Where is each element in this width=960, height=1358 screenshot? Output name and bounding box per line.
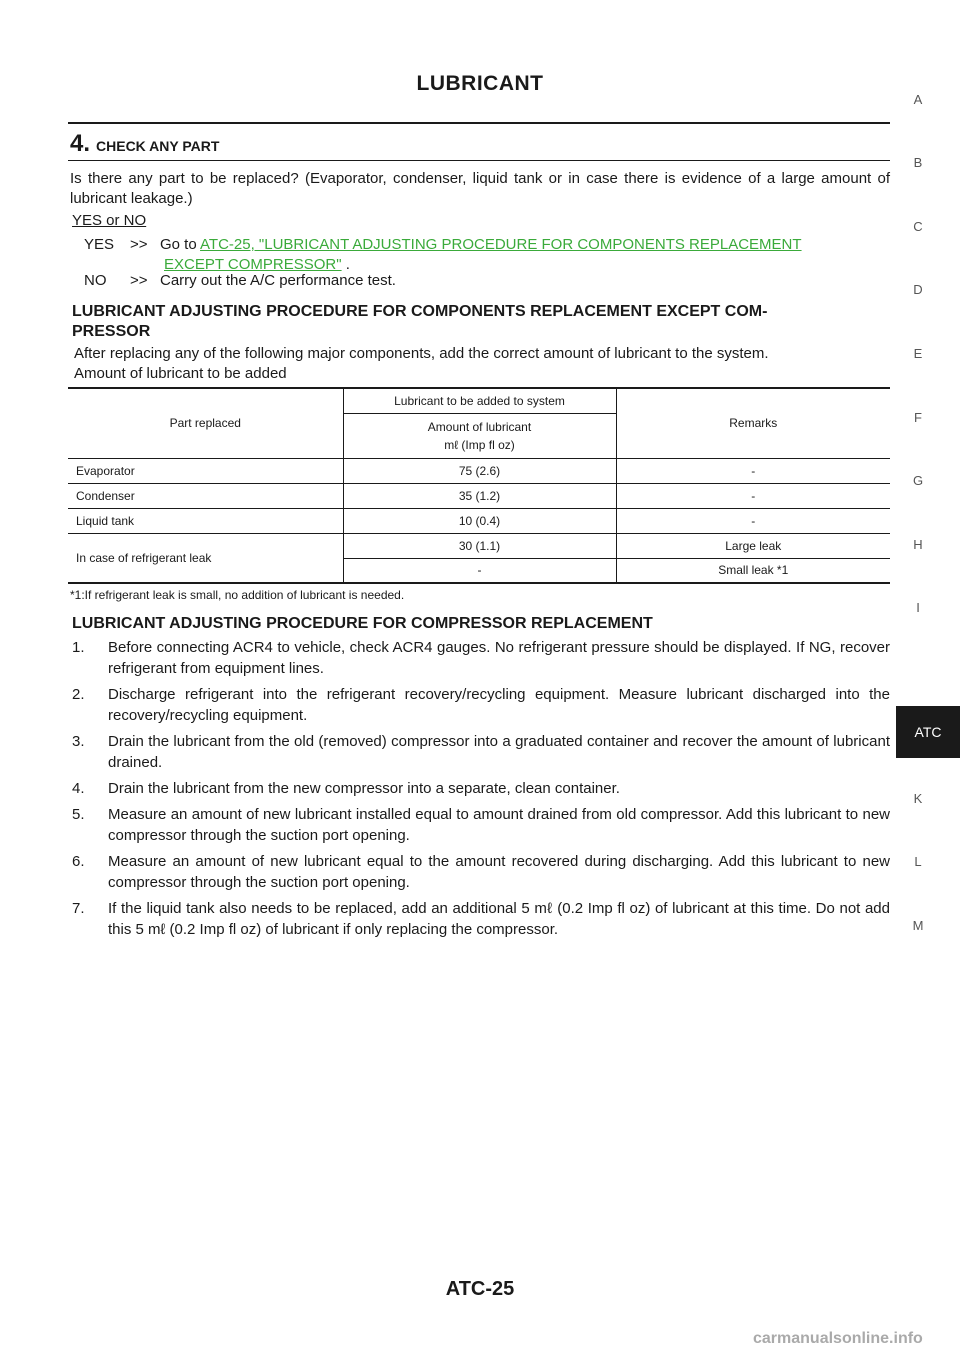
section-tab-g[interactable]: G [912, 473, 924, 488]
section-tab-k[interactable]: K [913, 791, 923, 806]
list-item: 5. Measure an amount of new lubricant installed equal to amount drained from old compressor. Add this lubricant to new compressor through the suction port opening. [72, 806, 890, 844]
section1-intro: After replacing any of the following major components, add the correct amount of lubricant to the system. [74, 345, 769, 362]
step-rule [68, 160, 890, 161]
cell-remarks: - [616, 508, 890, 533]
cell-remarks: Small leak *1 [616, 558, 890, 583]
head-unit: mℓ (Imp fl oz) [444, 437, 515, 452]
list-item: 2. Discharge refrigerant into the refrigerant recovery/recycling equipment. Measure lubricant discharged into the recovery/recycling equipment. [72, 686, 890, 724]
section-tab-atc-active[interactable]: ATC [896, 706, 960, 758]
list-item: 1. Before connecting ACR4 to vehicle, check ACR4 gauges. No refrigerant pressure should be displayed. If NG, recover refrigerant from equipment lines. [72, 639, 890, 677]
cell-amount: 30 (1.1) [343, 533, 616, 558]
cell-part: Evaporator [68, 458, 343, 483]
section1-title-line2: PRESSOR [72, 323, 151, 340]
section-tab-b[interactable]: B [913, 155, 923, 170]
head-remarks: Remarks [616, 388, 890, 458]
amount-label: Amount of lubricant to be added [74, 365, 287, 382]
yes-or-no-label: YES or NO [72, 212, 147, 229]
yes-label: YES [84, 236, 115, 253]
lubricant-table [68, 387, 890, 584]
list-item: 4. Drain the lubricant from the new compressor into a separate, clean container. [72, 780, 620, 797]
head-amount-cell [343, 413, 616, 458]
step-number: 4. [70, 130, 91, 157]
question-text: Is there any part to be replaced? (Evaporator, condenser, liquid tank or in case there is evidence of a large amount of lubricant leakage.) [70, 170, 890, 207]
table-row [68, 508, 890, 533]
cell-amount: 35 (1.2) [343, 483, 616, 508]
list-item: 3. Drain the lubricant from the old (removed) compressor into a graduated container and recover the amount of lubricant drained. [72, 733, 890, 771]
cell-part-leak: In case of refrigerant leak [68, 533, 343, 583]
list-item: 7. If the liquid tank also needs to be replaced, add an additional 5 mℓ (0.2 Imp fl oz) of lubricant at this time. Do not add this 5 mℓ (0.2 Imp fl oz) of lubricant if only replacing the compressor. [72, 900, 890, 938]
cell-amount: - [343, 558, 616, 583]
section1-title [72, 302, 892, 342]
step-title: CHECK ANY PART [96, 138, 220, 154]
cell-amount: 10 (0.4) [343, 508, 616, 533]
section-tab-d[interactable]: D [913, 282, 923, 297]
table-row [68, 458, 890, 483]
section-tab-i[interactable]: I [916, 600, 920, 615]
yes-branch [84, 235, 890, 275]
cell-remarks: - [616, 483, 890, 508]
watermark: carmanualsonline.info [753, 1330, 923, 1347]
table-row [68, 483, 890, 508]
yes-prefix: Go to [160, 236, 197, 253]
head-group: Lubricant to be added to system [343, 388, 616, 413]
no-text: Carry out the A/C performance test. [160, 272, 396, 289]
header-rule [68, 122, 890, 124]
section-tab-h[interactable]: H [913, 537, 923, 552]
cell-remarks: Large leak [616, 533, 890, 558]
yes-suffix: . [345, 256, 350, 273]
section-tab-a[interactable]: A [913, 92, 923, 107]
cell-part: Condenser [68, 483, 343, 508]
section-tab-l[interactable]: L [914, 854, 922, 869]
section-tab-c[interactable]: C [913, 219, 923, 234]
page-title: LUBRICANT [416, 72, 544, 95]
cell-amount: 75 (2.6) [343, 458, 616, 483]
cell-remarks: - [616, 458, 890, 483]
page-number: ATC-25 [445, 1278, 515, 1300]
procedure-steps [72, 637, 890, 945]
table-footnote: *1:If refrigerant leak is small, no addition of lubricant is needed. [70, 588, 405, 602]
section1-title-line1: LUBRICANT ADJUSTING PROCEDURE FOR COMPONENTS REPLACEMENT EXCEPT COM- [72, 303, 768, 320]
section2-title: LUBRICANT ADJUSTING PROCEDURE FOR COMPRESSOR REPLACEMENT [72, 615, 653, 632]
procedure-link-continued[interactable]: EXCEPT COMPRESSOR" [164, 256, 342, 273]
procedure-link[interactable]: ATC-25, "LUBRICANT ADJUSTING PROCEDURE FOR COMPONENTS REPLACEMENT [200, 236, 802, 253]
table-row [68, 533, 890, 558]
no-branch [84, 271, 890, 291]
no-label: NO [84, 272, 107, 289]
head-amount: Amount of lubricant [427, 419, 532, 434]
list-item: 6. Measure an amount of new lubricant equal to the amount recovered during discharging. Add this lubricant to new compressor through the suction port opening. [72, 853, 890, 891]
section-tab-e[interactable]: E [913, 346, 923, 361]
no-arrow: >> [130, 272, 148, 289]
section-tab-m[interactable]: M [912, 918, 924, 933]
step-heading [70, 130, 219, 158]
head-part: Part replaced [68, 388, 343, 458]
section-tab-f[interactable]: F [914, 410, 922, 425]
cell-part: Liquid tank [68, 508, 343, 533]
yes-arrow: >> [130, 236, 148, 253]
